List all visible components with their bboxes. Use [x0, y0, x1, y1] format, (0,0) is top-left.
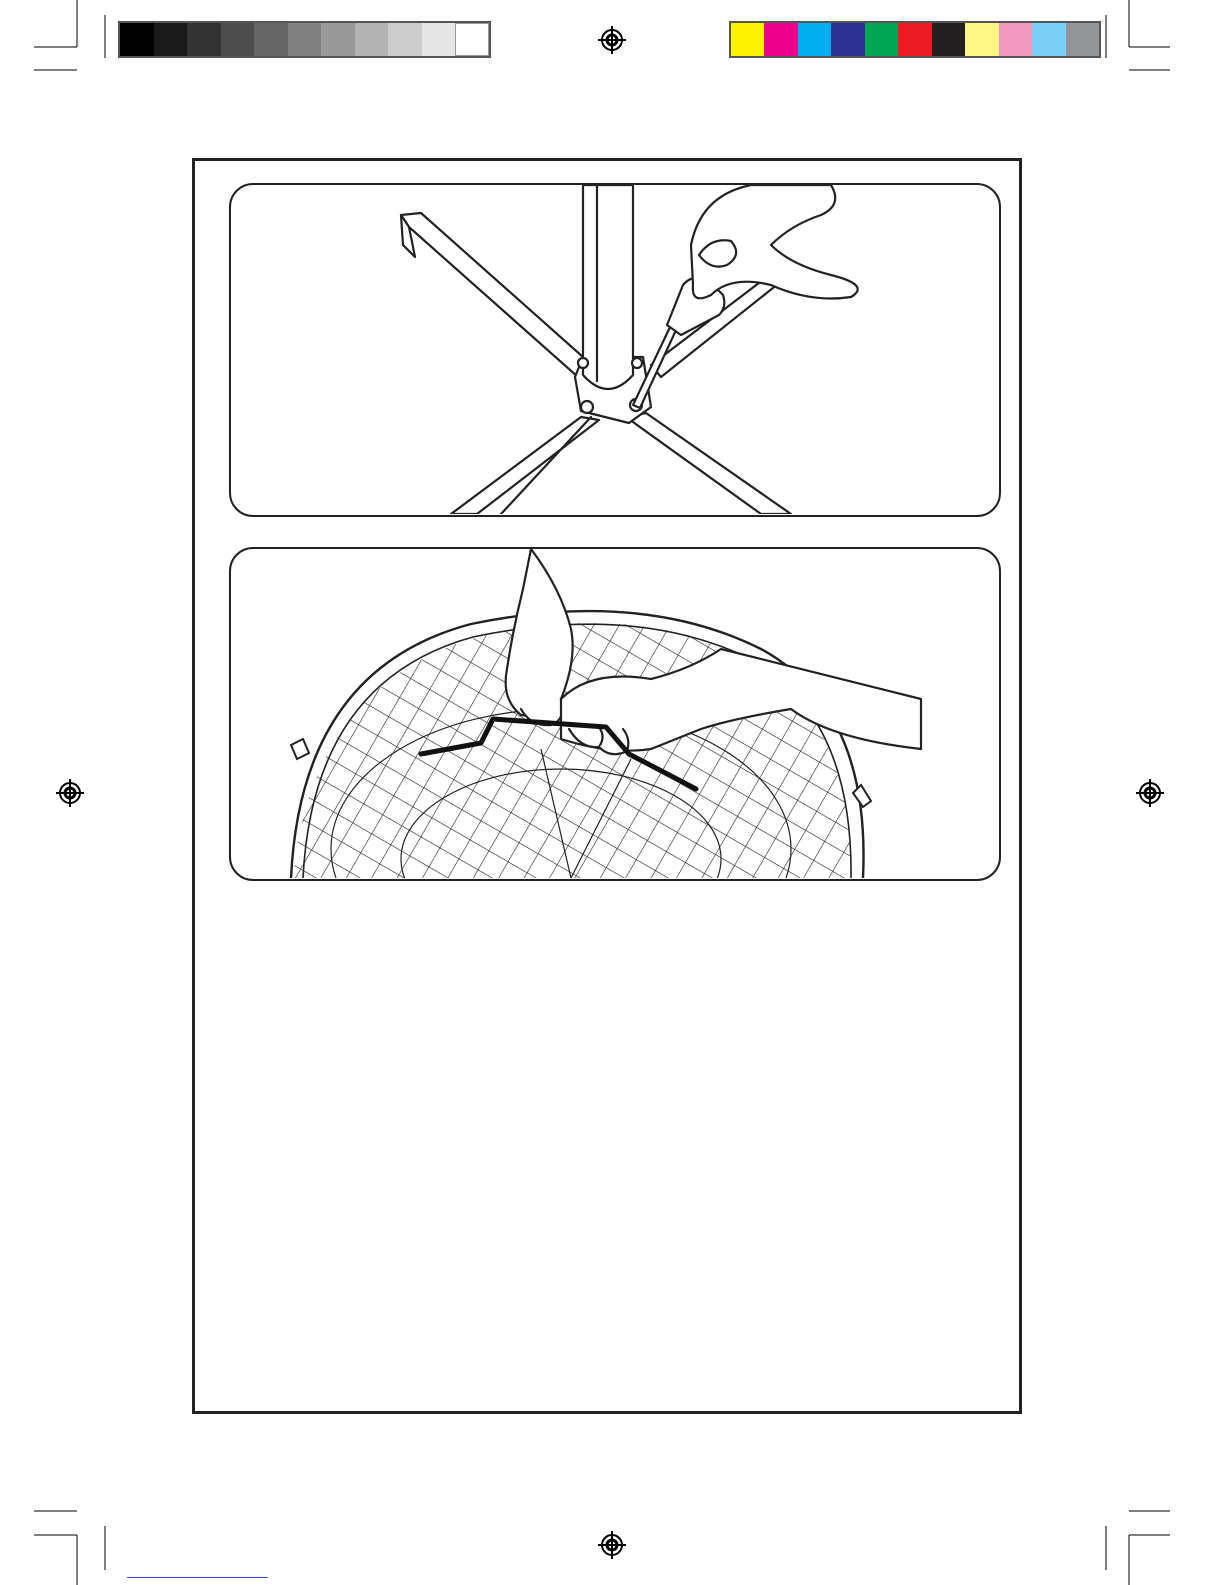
hand-icon	[506, 549, 573, 716]
gray-swatch	[288, 23, 322, 56]
registration-target-icon	[598, 26, 626, 54]
gray-swatch	[221, 23, 255, 56]
screw-icon	[581, 401, 593, 413]
fan-grille-illustration	[231, 549, 998, 878]
color-swatch	[764, 23, 798, 56]
color-swatch	[1066, 23, 1100, 56]
gray-swatch	[455, 23, 489, 56]
gray-swatch	[388, 23, 422, 56]
color-swatch	[965, 23, 999, 56]
base-leg-back-left	[401, 213, 601, 385]
color-swatch	[731, 23, 765, 56]
stand-base-illustration	[231, 185, 998, 514]
registration-target-icon	[56, 779, 84, 807]
color-swatch	[1032, 23, 1066, 56]
gray-swatch	[187, 23, 221, 56]
rim-clip-left	[291, 739, 309, 759]
color-swatch	[865, 23, 899, 56]
color-swatch	[831, 23, 865, 56]
gray-swatch	[254, 23, 288, 56]
page-underline	[127, 1577, 268, 1578]
stand-pole	[583, 185, 633, 389]
screw-icon	[632, 358, 642, 368]
color-swatch	[932, 23, 966, 56]
screw-icon	[578, 358, 588, 368]
panel-fan-grille	[229, 547, 1001, 881]
base-leg-front-right	[626, 413, 791, 514]
color-swatch	[898, 23, 932, 56]
registration-target-icon	[598, 1531, 626, 1559]
color-swatch	[798, 23, 832, 56]
gray-swatch	[120, 23, 154, 56]
gray-swatch	[422, 23, 456, 56]
gray-swatch	[355, 23, 389, 56]
gray-swatch	[154, 23, 188, 56]
rim-clip-right	[853, 785, 871, 807]
color-swatch	[999, 23, 1033, 56]
gray-swatch	[321, 23, 355, 56]
panel-stand-base	[229, 183, 1001, 517]
registration-target-icon	[1136, 779, 1164, 807]
